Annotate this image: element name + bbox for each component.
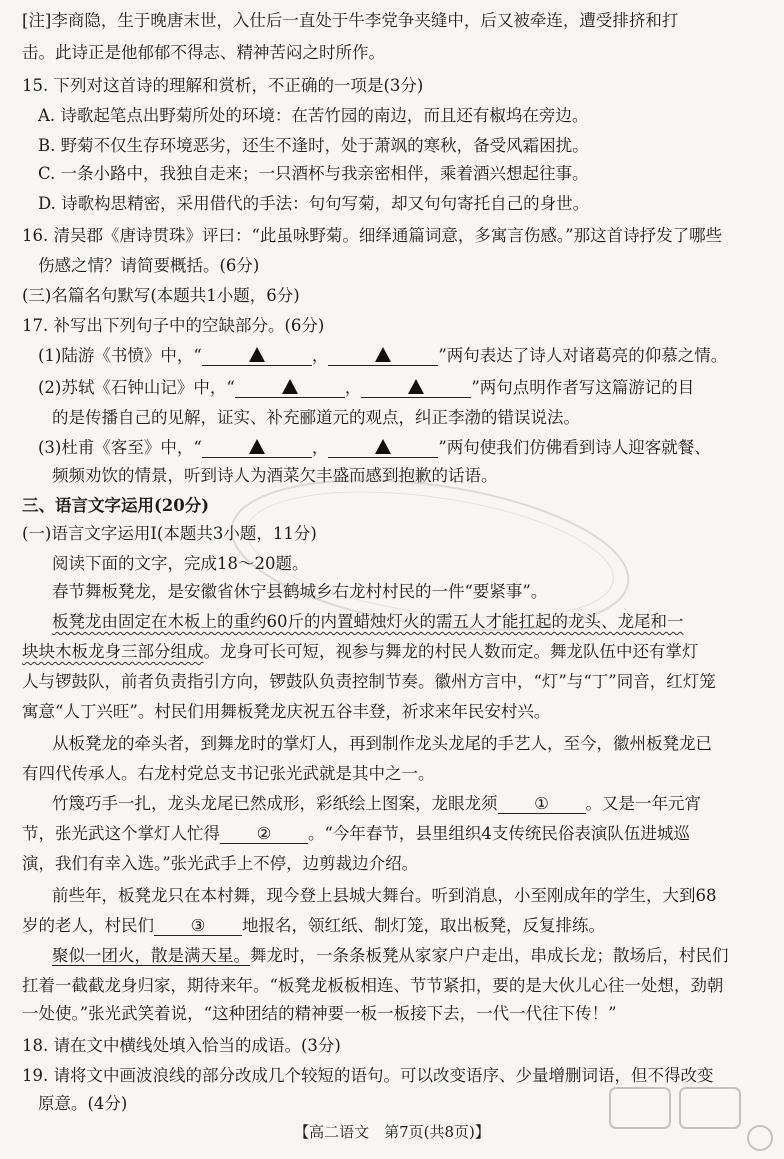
question-17-3-line-2: 频频劝饮的情景，听到诗人为酒菜欠丰盛而感到抱歉的话语。 — [52, 466, 498, 485]
paragraph-4-line-1: 竹篾巧手一扎，龙头龙尾已然成形，彩纸绘上图案，龙眼龙须 ① 。又是一年元宵 — [52, 794, 701, 813]
paragraph-2-line-2: 块块木板龙身三部分组成。龙身可长可短，视参与舞龙的村民人数而定。舞龙队伍中还有掌灯 — [22, 642, 699, 661]
page-footer: 【高二语文 第7页(共8页)】 — [294, 1123, 490, 1141]
paragraph-6-line-1: 聚似一团火，散是满天星。舞龙时，一条条板凳从家家户户走出，串成长龙；散场后，村民们 — [52, 946, 729, 965]
answer-blank[interactable] — [328, 439, 438, 458]
answer-blank[interactable] — [235, 379, 345, 398]
paragraph-2-line-1 — [52, 611, 684, 635]
corner-logo-mark — [600, 1080, 784, 1159]
answer-blank[interactable] — [202, 347, 312, 366]
section-3-heading: (三)名篇名句默写(本题共1小题，6分) — [22, 286, 300, 305]
question-17: 17. 补写出下列句子中的空缺部分。(6分) — [22, 316, 325, 335]
paragraph-2-line-3: 人与锣鼓队，前者负责指引方向，锣鼓队负责控制节奏。徽州方言中，“灯”与“丁”同音，红灯笼 — [22, 672, 716, 691]
wavy-underlined-text: 板凳龙由固定在木板上的重约60斤的内置蜡烛灯火的需五人才能扛起的龙头、龙尾和一 — [52, 612, 684, 631]
question-15: 15. 下列对这首诗的理解和赏析，不正确的一项是(3分) — [22, 76, 424, 95]
blank-2[interactable]: ② — [220, 825, 308, 844]
triangle-icon — [408, 379, 424, 394]
underlined-text: 聚似一团火，散是满天星。 — [52, 946, 250, 965]
q17-1-suffix: ”两句表达了诗人对诸葛亮的仰慕之情。 — [438, 346, 728, 365]
triangle-icon — [375, 439, 391, 454]
q17-2-suffix: ”两句点明作者写这篇游记的目 — [471, 378, 695, 397]
paragraph-4-line-3: 演，我们有幸入选。”张光武手上不停，边剪裁边介绍。 — [22, 854, 419, 873]
note-line-1: [注]李商隐，生于晚唐末世，入仕后一直处于牛李党争夹缝中，后又被牵连，遭受排挤和打 — [22, 11, 679, 30]
paragraph-1: 春节舞板凳龙，是安徽省休宁县鹤城乡右龙村村民的一件“要紧事”。 — [52, 582, 548, 601]
triangle-icon — [249, 347, 265, 362]
paragraph-5-line-1: 前些年，板凳龙只在本村舞，现今登上县城大舞台。听到消息，小至刚成年的学生，大到68 — [52, 886, 717, 905]
wavy-underlined-text: 块块木板龙身三部分组成 — [22, 642, 204, 661]
question-17-2-line-2: 的是传播自己的见解，证实、补充郦道元的观点，纠正李渤的错误说法。 — [52, 408, 580, 427]
paragraph-6-line-2: 扛着一截截龙身归家，期待来年。“板凳龙板板相连、节节紧扣，要的是大伙儿心往一处想，劲朝 — [22, 976, 724, 995]
question-17-1: (1)陆游《书愤》中，“ ， ”两句表达了诗人对诸葛亮的仰慕之情。 — [38, 346, 728, 365]
triangle-icon — [375, 347, 391, 362]
option-15b: B. 野菊不仅生存环境恶劣，还生不逢时，处于萧飒的寒秋，备受风霜困扰。 — [38, 136, 589, 155]
paragraph-3-line-1: 从板凳龙的牵头者，到舞龙时的掌灯人，再到制作龙头龙尾的手艺人，至今，徽州板凳龙已 — [52, 734, 712, 753]
part-3-heading: 三、语言文字运用(20分) — [22, 496, 210, 515]
question-19-line-1: 19. 请将文中画波浪线的部分改成几个较短的语句。可以改变语序、少量增删词语，但不得改变 — [22, 1066, 714, 1085]
paragraph-4-line-2: 节，张光武这个掌灯人忙得 ② 。“今年春节，县里组织4支传统民俗表演队伍进城巡 — [22, 824, 690, 843]
question-17-3: (3)杜甫《客至》中，“ ， ”两句使我们仿佛看到诗人迎客就餐、 — [38, 438, 711, 457]
answer-blank[interactable] — [328, 347, 438, 366]
option-15c: C. 一条小路中，我独自走来；一只酒杯与我亲密相伴，乘着酒兴想起往事。 — [38, 164, 589, 183]
q17-3-prefix: (3)杜甫《客至》中，“ — [38, 438, 202, 457]
option-15a: A. 诗歌起笔点出野菊所处的环境：在苦竹园的南边，而且还有椒坞在旁边。 — [38, 106, 589, 125]
paragraph-5-line-2: 岁的老人，村民们 ③ 地报名，领红纸、制灯笼，取出板凳，反复排练。 — [22, 916, 605, 935]
question-16-line-2: 伤感之情？请简要概括。(6分) — [38, 256, 260, 275]
q17-1-prefix: (1)陆游《书愤》中，“ — [38, 346, 202, 365]
blank-3[interactable]: ③ — [154, 917, 242, 936]
question-16-line-1: 16. 清吴郡《唐诗贯珠》评曰：“此虽咏野菊。细绎通篇词意，多寓言伤感。”那这首诗抒发了哪些 — [22, 226, 723, 245]
subsection-1-heading: (一)语言文字运用Ⅰ(本题共3小题，11分) — [22, 524, 317, 543]
question-17-2: (2)苏轼《石钟山记》中，“ ， ”两句点明作者写这篇游记的目 — [38, 378, 695, 397]
q17-2-prefix: (2)苏轼《石钟山记》中，“ — [38, 378, 235, 397]
answer-blank[interactable] — [202, 439, 312, 458]
option-15d: D. 诗歌构思精密，采用借代的手法：句句写菊，却又句句寄托自己的身世。 — [38, 194, 590, 213]
blank-1[interactable]: ① — [498, 795, 586, 814]
reading-instruction: 阅读下面的文字，完成18～20题。 — [52, 554, 309, 573]
note-line-2: 击。此诗正是他郁郁不得志、精神苦闷之时所作。 — [22, 43, 385, 62]
paragraph-3-line-2: 有四代传承人。右龙村党总支书记张光武就是其中之一。 — [22, 764, 435, 783]
paragraph-2-line-4: 寓意“人丁兴旺”。村民们用舞板凳龙庆祝五谷丰登，祈求来年民安村兴。 — [22, 702, 551, 721]
paragraph-6-line-3: 一处使。”张光武笑着说，“这种团结的精神要一板一板接下去，一代一代往下传！” — [22, 1004, 617, 1023]
question-18: 18. 请在文中横线处填入恰当的成语。(3分) — [22, 1036, 341, 1055]
q17-3-suffix: ”两句使我们仿佛看到诗人迎客就餐、 — [438, 438, 711, 457]
question-19-line-2: 原意。(4分) — [38, 1094, 128, 1113]
triangle-icon — [249, 439, 265, 454]
triangle-icon — [282, 379, 298, 394]
answer-blank[interactable] — [361, 379, 471, 398]
